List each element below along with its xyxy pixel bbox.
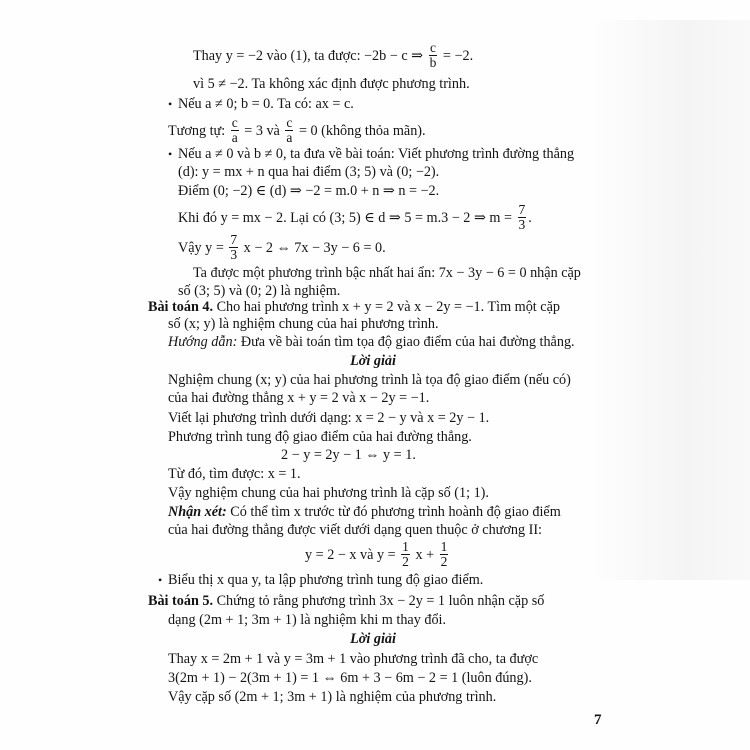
text: = −2.: [442, 47, 474, 64]
text-line: [178, 182, 439, 200]
text: Từ đó, tìm được: x = 1.: [168, 466, 301, 482]
numerator: c: [286, 115, 293, 130]
solution-heading: [148, 630, 598, 648]
text: y = 2 − x và y =: [305, 546, 396, 563]
text: Vậy nghiệm chung của hai phương trình là cặp số (1; 1).: [168, 485, 489, 501]
text: của hai đường thẳng x + y = 2 và x − 2y = −1.: [168, 390, 430, 406]
denominator: 2: [440, 554, 448, 570]
text: Nếu a ≠ 0 và b ≠ 0, ta đưa về bài toán: Viết phương trình đường thẳng: [178, 146, 575, 162]
text-line: [168, 650, 538, 668]
equation-line: [305, 541, 450, 570]
text-line: [193, 75, 470, 93]
text: Có thể tìm x trước từ đó phương trình hoành độ giao điểm: [230, 504, 561, 520]
text-line: [168, 428, 472, 446]
text: x − 2 ⇔ 7x − 3y − 6 = 0.: [243, 239, 386, 256]
denominator: a: [231, 130, 238, 146]
text: .: [528, 209, 532, 226]
numerator: c: [430, 40, 436, 55]
text: của hai đường thẳng được viết dưới dạng quen thuộc ở chương II:: [168, 522, 543, 538]
text-line: [178, 95, 354, 113]
text: Ta được một phương trình bậc nhất hai ẩn: 7x − 3y − 6 = 0 nhận cặp: [193, 265, 581, 281]
text-line: [168, 688, 496, 706]
text: số (3; 5) và (0; 2) là nghiệm.: [178, 283, 341, 299]
problem-label: Bài toán 4.: [148, 299, 214, 315]
fraction: [229, 233, 238, 262]
text: Vậy y =: [178, 239, 224, 256]
text-line: [178, 234, 386, 263]
text: Nếu a ≠ 0; b = 0. Ta có: ax = c.: [178, 96, 354, 112]
fraction: [518, 203, 527, 232]
text-line: [193, 264, 581, 282]
text-line: [168, 521, 542, 539]
text-line: [178, 204, 532, 233]
remark-line: [168, 503, 561, 521]
text-line: [168, 669, 532, 687]
numerator: 1: [402, 539, 409, 554]
hint-label: Hướng dẫn:: [168, 334, 238, 350]
text: = 0 (không thỏa mãn).: [298, 122, 426, 139]
fraction: [285, 116, 293, 145]
fraction: [429, 41, 438, 70]
text: Phương trình tung độ giao điểm của hai đường thẳng.: [168, 429, 472, 445]
text-line: [168, 465, 301, 483]
denominator: b: [429, 55, 437, 71]
solution-heading: [148, 352, 598, 370]
text: Khi đó y = mx − 2. Lại có (3; 5) ∈ d ⇒ 5 = m.3 − 2 ⇒ m =: [178, 209, 512, 226]
numerator: 1: [440, 539, 448, 554]
text: Lời giải: [350, 631, 396, 647]
text: Tương tự:: [168, 122, 226, 139]
text-line: [168, 371, 571, 389]
text: 2 − y = 2y − 1 ⇔ y = 1.: [281, 447, 416, 463]
text: số (x; y) là nghiệm chung của hai phương trình.: [168, 316, 439, 332]
problem-4-statement: [148, 298, 560, 316]
text-line: [168, 315, 439, 333]
text: Nghiệm chung (x; y) của hai phương trình là tọa độ giao điểm (nếu có): [168, 372, 571, 388]
equation-line: [281, 446, 416, 464]
text: Biểu thị x qua y, ta lập phương trình tung độ giao điểm.: [168, 572, 484, 588]
text: dạng (2m + 1; 3m + 1) là nghiệm khi m thay đổi.: [168, 612, 447, 628]
text: x +: [415, 546, 435, 563]
remark-label: Nhận xét:: [168, 504, 227, 520]
text: Thay y = −2 vào (1), ta được: −2b − c ⇒: [193, 47, 424, 64]
fraction: [440, 540, 449, 569]
numerator: 7: [230, 232, 238, 247]
text: Thay x = 2m + 1 và y = 3m + 1 vào phương trình đã cho, ta được: [168, 651, 539, 667]
text: Vậy cặp số (2m + 1; 3m + 1) là nghiệm của phương trình.: [168, 689, 497, 705]
bullet-icon: •: [168, 97, 173, 111]
text-line: [168, 611, 446, 629]
text-line: [168, 409, 489, 427]
text: = 3 và: [244, 122, 280, 139]
text: Đưa về bài toán tìm tọa độ giao điểm của hai đường thẳng.: [240, 334, 575, 350]
fraction: [401, 540, 410, 569]
text: 3(2m + 1) − 2(3m + 1) = 1 ⇔ 6m + 3 − 6m − 2 = 1 (luôn đúng).: [168, 670, 532, 686]
text-line: [178, 145, 574, 163]
text-line: [193, 42, 473, 71]
problem-5-statement: [148, 592, 544, 610]
denominator: a: [286, 130, 293, 146]
text: Viết lại phương trình dưới dạng: x = 2 − y và x = 2y − 1.: [168, 410, 490, 426]
text: Lời giải: [350, 353, 396, 369]
text-line: [168, 389, 429, 407]
text: Cho hai phương trình x + y = 2 và x − 2y = −1. Tìm một cặp: [216, 299, 560, 315]
bullet-icon: •: [158, 573, 163, 587]
text-line: [168, 117, 426, 146]
page-number: 7: [594, 712, 602, 728]
denominator: 3: [518, 217, 526, 233]
text-line: [178, 163, 439, 181]
numerator: c: [231, 115, 238, 130]
text: Điểm (0; −2) ∈ (d) ⇒ −2 = m.0 + n ⇒ n = −2.: [178, 183, 440, 199]
page-shading: [590, 20, 750, 580]
denominator: 3: [230, 247, 238, 263]
fraction: [231, 116, 239, 145]
denominator: 2: [402, 554, 409, 570]
problem-label: Bài toán 5.: [148, 593, 214, 609]
bullet-icon: •: [168, 147, 173, 161]
hint-line: [168, 333, 575, 351]
text: vì 5 ≠ −2. Ta không xác định được phương trình.: [193, 76, 470, 92]
text-line: [168, 484, 489, 502]
text-line: [168, 571, 483, 589]
numerator: 7: [518, 202, 526, 217]
text: Chứng tỏ rằng phương trình 3x − 2y = 1 luôn nhận cặp số: [216, 593, 545, 609]
text: (d): y = mx + n qua hai điểm (3; 5) và (0; −2).: [178, 164, 440, 180]
